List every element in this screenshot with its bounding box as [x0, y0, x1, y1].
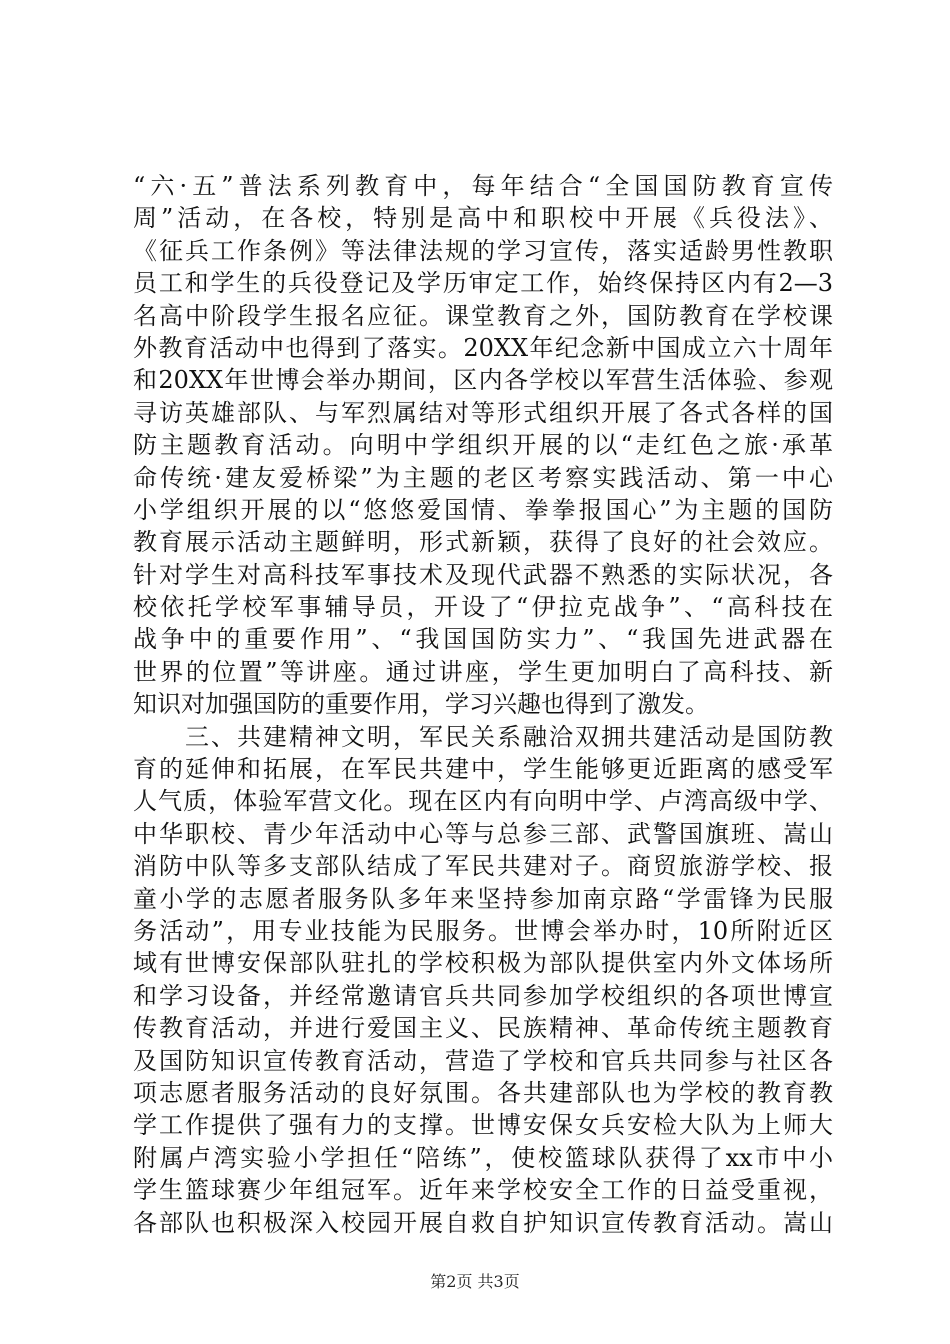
text-line: 各部队也积极深入校园开展自救自护知识宣传教育活动。嵩山	[133, 1208, 833, 1237]
text-line: 童小学的志愿者服务队多年来坚持参加南京路“学雷锋为民服	[133, 884, 833, 913]
text-line: 教育展示活动主题鲜明，形式新颖，获得了良好的社会效应。	[133, 528, 833, 557]
text-line: 三、共建精神文明，军民关系融洽双拥共建活动是国防教	[133, 722, 833, 751]
text-line: 学生篮球赛少年组冠军。近年来学校安全工作的日益受重视，	[133, 1176, 833, 1205]
text-line: 附属卢湾实验小学担任“陪练”，使校篮球队获得了xx市中小	[133, 1143, 833, 1172]
text-line: 校依托学校军事辅导员，开设了“伊拉克战争”、“高科技在	[133, 593, 833, 622]
text-line: 和学习设备，并经常邀请官兵共同参加学校组织的各项世博宣	[133, 981, 833, 1010]
text-line: 育的延伸和拓展，在军民共建中，学生能够更近距离的感受军	[133, 755, 833, 784]
text-line: 中华职校、青少年活动中心等与总参三部、武警国旗班、嵩山	[133, 819, 833, 848]
text-line: 世界的位置”等讲座。通过讲座，学生更加明白了高科技、新	[133, 657, 833, 686]
text-line: 传教育活动，并进行爱国主义、民族精神、革命传统主题教育	[133, 1014, 833, 1043]
text-line: “六·五”普法系列教育中，每年结合“全国国防教育宣传	[133, 172, 833, 200]
text-line: 防主题教育活动。向明中学组织开展的以“走红色之旅·承革	[133, 431, 833, 460]
text-line: 人气质，体验军营文化。现在区内有向明中学、卢湾高级中学、	[133, 787, 833, 816]
text-line: 域有世博安保部队驻扎的学校积极为部队提供室内外文体场所	[133, 949, 833, 978]
text-line: 《征兵工作条例》等法律法规的学习宣传，落实适龄男性教职	[133, 236, 833, 265]
text-line: 务活动”，用专业技能为民服务。世博会举办时，10所附近区	[133, 916, 833, 945]
text-line: 员工和学生的兵役登记及学历审定工作，始终保持区内有2—3	[133, 269, 833, 298]
page-footer: 第2页 共3页	[430, 1272, 520, 1291]
document-body	[133, 170, 833, 1239]
text-line: 知识对加强国防的重要作用，学习兴趣也得到了激发。	[133, 690, 709, 719]
text-line: 消防中队等多支部队结成了军民共建对子。商贸旅游学校、报	[133, 852, 833, 881]
text-line: 针对学生对高科技军事技术及现代武器不熟悉的实际状况，各	[133, 560, 833, 589]
text-line: 寻访英雄部队、与军烈属结对等形式组织开展了各式各样的国	[133, 398, 833, 427]
text-line: 及国防知识宣传教育活动，营造了学校和官兵共同参与社区各	[133, 1046, 833, 1075]
text-line: 名高中阶段学生报名应征。课堂教育之外，国防教育在学校课	[133, 301, 833, 330]
text-line: 项志愿者服务活动的良好氛围。各共建部队也为学校的教育教	[133, 1078, 833, 1107]
text-line: 小学组织开展的以“悠悠爱国情、拳拳报国心”为主题的国防	[133, 495, 833, 524]
text-line: 外教育活动中也得到了落实。20XX年纪念新中国成立六十周年	[133, 333, 833, 362]
text-line: 命传统·建友爱桥梁”为主题的老区考察实践活动、第一中心	[133, 463, 833, 492]
text-line: 和20XX年世博会举办期间，区内各学校以军营生活体验、参观	[133, 366, 833, 395]
text-line: 战争中的重要作用”、“我国国防实力”、“我国先进武器在	[133, 625, 833, 654]
text-line: 周”活动，在各校，特别是高中和职校中开展《兵役法》、	[133, 204, 833, 233]
text-line: 学工作提供了强有力的支撑。世博安保女兵安检大队为上师大	[133, 1111, 833, 1140]
